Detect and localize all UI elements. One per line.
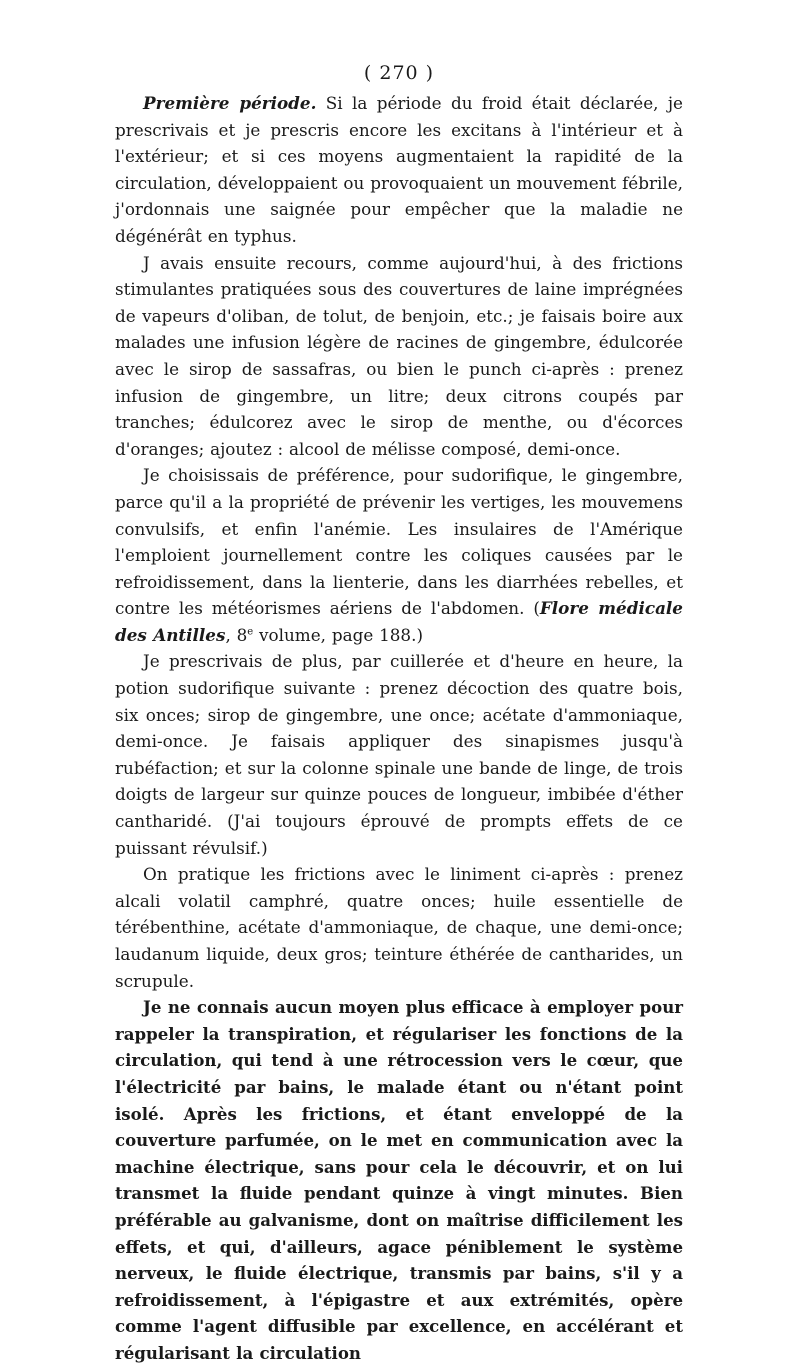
paragraph-gingembre — [115, 462, 683, 648]
paragraph-premiere-periode — [115, 90, 683, 250]
paragraph-text: J avais ensuite recours, comme aujourd'hui, à des frictions stimulantes pratiquées sous des couvertures de laine imprégnées de vapeurs d'oliban, de tolut, de benjoin, etc.; je faisais boire aux malades une infusion légère de racines de gingembre, édulcorée avec le sirop de sassafras, ou bien le punch ci-après : prenez infusion de gingembre, un litre; deux citrons coupés par tranches; édulcorez avec le sirop de menthe, ou d'écorces d'oranges; ajoutez : alcool de mélisse composé, demi-once. — [115, 252, 683, 459]
paragraph-text: Si la période du froid était déclarée, je prescrivais et je prescris encore les excitans à l'intérieur et à l'extérieur; et si ces moyens augmentaient la rapidité de la circulation, développaient ou provoquaient un mouvement fébrile, j'ordonnais une saignée pour empêcher que la maladie ne dégénérât en typhus. — [115, 93, 683, 246]
section-lead: Première période. — [143, 93, 317, 113]
paragraph-text: Je prescrivais de plus, par cuillerée et d'heure en heure, la potion sudorifique suivante : prenez décoction des quatre bois, six onces; sirop de gingembre, une once; acétate d'ammoniaque, demi-once. Je faisais appliquer des sinapismes jusqu'à rubéfaction; et sur la colonne spinale une bande de linge, de trois doigts de largeur sur quinze pouces de longueur, imbibée d'éther cantharidé. (J'ai toujours éprouvé de prompts effets de ce puissant révulsif.) — [115, 651, 683, 858]
paragraph-liniment — [115, 861, 683, 994]
page-number: ( 270 ) — [363, 62, 435, 84]
paragraph-text: Je choisissais de préférence, pour sudorifique, le gingembre, parce qu'il a la propriété de prévenir les vertiges, les mouvemens convulsifs, et enfin l'anémie. Les insulaires de l'Amérique l'emploient journellement contre les coliques causées par le refroidissement, dans la lienterie, dans les diarrhées rebelles, et contre les météorismes aériens de l'abdomen. ( — [115, 465, 683, 619]
paragraph-potion — [115, 648, 683, 861]
citation-title: Flore médicale des Antilles — [115, 598, 683, 645]
paragraph-frictions — [115, 250, 683, 463]
paragraph-text: Je ne connais aucun moyen plus efficace à employer pour rappeler la transpiration, et régulariser les fonctions de la circulation, qui tend à une rétrocession vers le cœur, que l'électricité par bains, le malade étant ou n'étant point isolé. Après les frictions, et étant enveloppé de la couverture parfumée, on le met en communication avec la machine électrique, sans pour cela le découvrir, et on lui transmet la fluide pendant quinze à vingt minutes. Bien préférable au galvanisme, dont on maîtrise difficilement les effets, et qui, d'ailleurs, agace péniblement le système nerveux, le fluide électrique, transmis par bains, s'il y a refroidissement, à l'épigastre et aux extrémités, opère comme l'agent diffusible par excellence, en accélérant et régularisant la circulation — [115, 997, 683, 1363]
book-page — [115, 60, 683, 1367]
paragraph-text: On pratique les frictions avec le liniment ci-après : prenez alcali volatil camphré, quatre onces; huile essentielle de térébenthine, acétate d'ammoniaque, de chaque, une demi-once; laudanum liquide, deux gros; teinture éthérée de cantharides, un scrupule. — [115, 864, 683, 991]
citation-superscript: e — [247, 626, 254, 638]
paragraph-electricite — [115, 994, 683, 1366]
citation-page: volume, page 188.) — [253, 624, 423, 645]
citation-volume: , 8 — [225, 624, 248, 645]
